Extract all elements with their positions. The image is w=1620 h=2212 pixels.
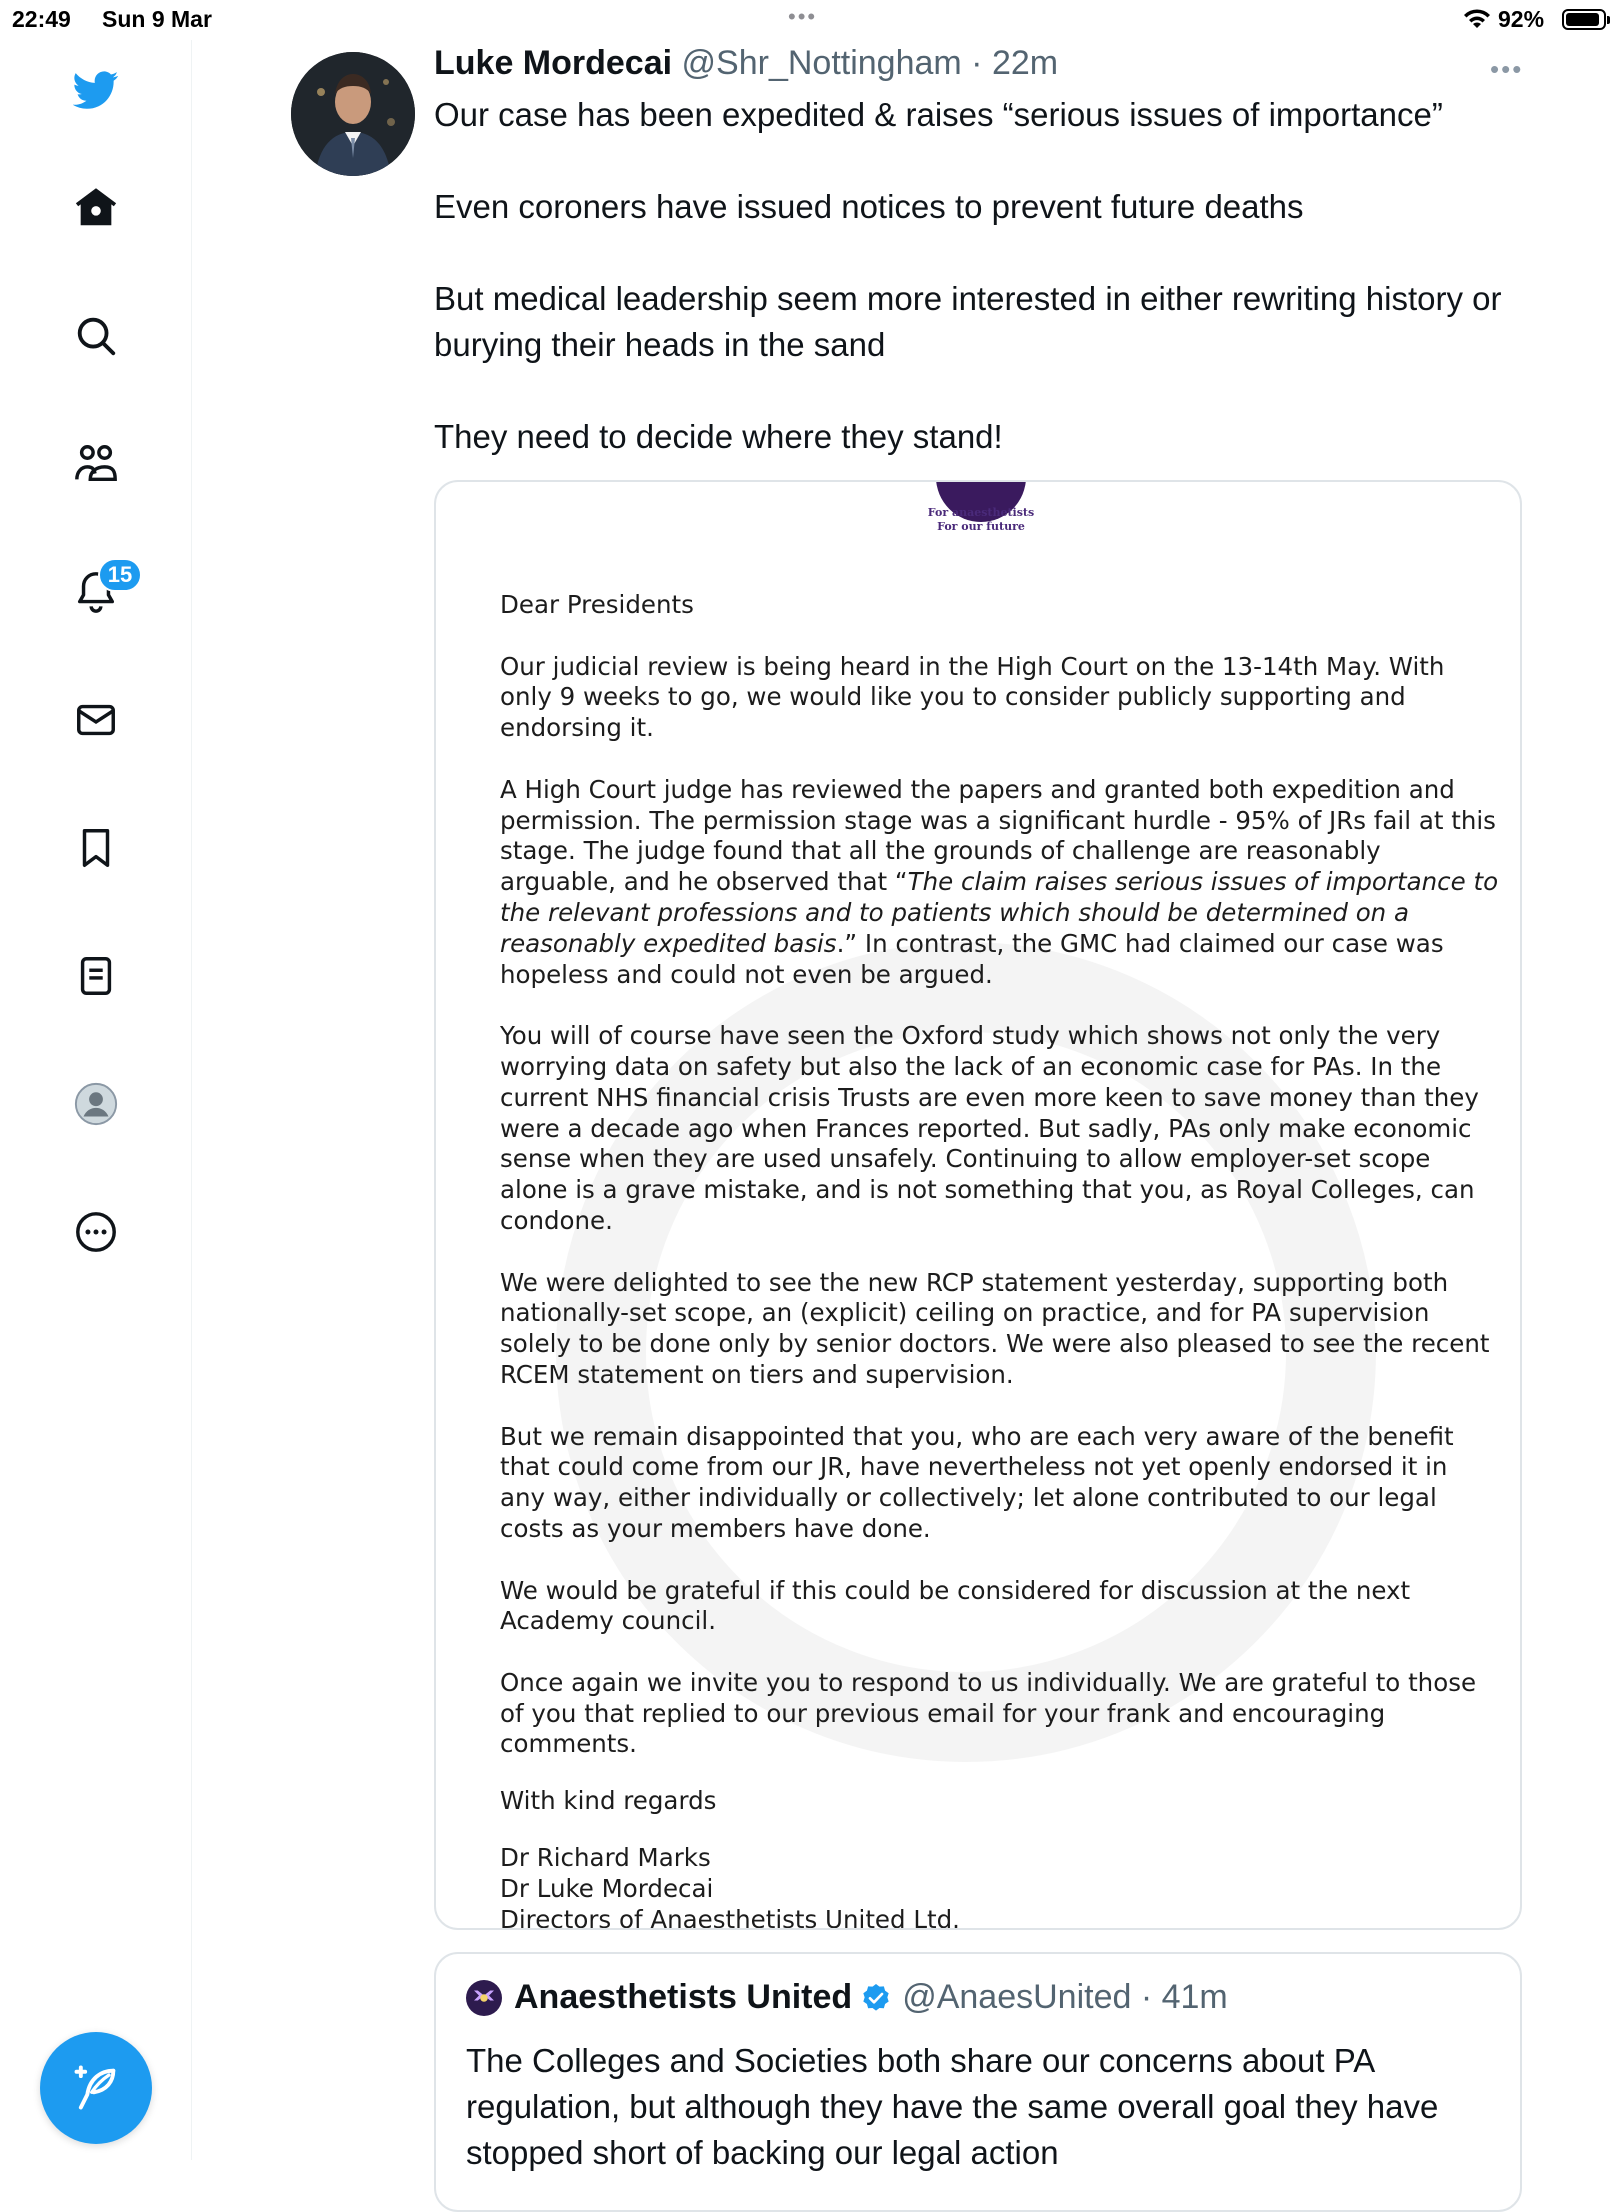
twitter-logo-icon[interactable]: [66, 60, 126, 120]
home-icon[interactable]: [66, 178, 126, 238]
author-handle[interactable]: @Shr_Nottingham: [681, 44, 962, 82]
header-separator: ·: [961, 44, 992, 82]
letter-signature: Dr Luke Mordecai: [500, 1873, 714, 1903]
search-icon[interactable]: [66, 306, 126, 366]
letter-paragraph: We were delighted to see the new RCP statement yesterday, supporting both nationally-set scope, an (explicit) ceiling on practice, and for PA supervision solely to be done only by senior doctors. We were also pleased to see the recent RCEM statement on tiers and supervision.: [500, 1267, 1490, 1389]
profile-avatar-icon[interactable]: [66, 1074, 126, 1134]
quoted-tweet-header: [466, 1978, 1228, 2017]
logo-tagline-line: For anaesthetists: [927, 506, 1035, 519]
letter-paragraph: You will of course have seen the Oxford study which shows not only the very worrying data on safety but also the lack of an economic case for PAs. In the current NHS financial crisis Trusts are even more keen to save money than they were a decade ago when Frances reported. But sadly, PAs only make economic sense when they are used unsafely. Continuing to allow employer-set scope alone is a grave mistake, and is not something that you, as Royal Colleges, can condone.: [500, 1021, 1479, 1235]
tweet-header: [434, 44, 1534, 83]
letter-salutation: Dear Presidents: [500, 590, 694, 619]
wifi-icon: [1462, 8, 1492, 30]
tweet-paragraph: They need to decide where they stand!: [434, 418, 1003, 455]
tweet-media-letter-image[interactable]: [434, 480, 1522, 1930]
quoted-tweet[interactable]: [434, 1952, 1522, 2212]
letter-body: [500, 590, 1500, 1930]
quoted-tweet-text: The Colleges and Societies both share our concerns about PA regulation, but although they have the same overall goal they have stopped short of backing our legal action: [466, 2042, 1439, 2171]
sidebar-nav: [0, 40, 192, 2160]
bookmark-icon[interactable]: [66, 818, 126, 878]
battery-fill: [1566, 13, 1599, 26]
battery-icon: [1562, 9, 1606, 30]
quoted-header-separator: ·: [1131, 1978, 1162, 2016]
letter-judge-quote: The claim raises serious issues of importance to the relevant professions and to patients which should be determined on a reasonably expedited basis: [500, 867, 1499, 958]
letter-paragraph: Once again we invite you to respond to us individually. We are grateful to those of you that replied to our previous email for your frank and encouraging comments.: [500, 1667, 1477, 1759]
status-date: Sun 9 Mar: [102, 6, 212, 32]
tweet-paragraph: But medical leadership seem more interested in either rewriting history or burying their heads in the sand: [434, 280, 1502, 363]
tweet-text: [434, 92, 1524, 460]
letter-signature: Dr Richard Marks: [500, 1843, 711, 1873]
status-time: 22:49: [12, 6, 71, 32]
notifications-badge: 15: [98, 558, 142, 592]
battery-percentage: 92%: [1498, 6, 1545, 32]
tweet-more-icon[interactable]: •••: [1490, 54, 1524, 84]
letter-paragraph: [500, 775, 1500, 991]
compose-tweet-button[interactable]: [40, 2032, 152, 2144]
more-options-icon[interactable]: [66, 1202, 126, 1262]
quoted-author-avatar[interactable]: [466, 1980, 502, 2016]
verified-badge-icon: [860, 1982, 892, 2014]
letter-paragraph: We would be grateful if this could be considered for discussion at the next Academy council.: [500, 1575, 1411, 1636]
logo-tagline-line: For our future: [937, 520, 1025, 533]
logo-tagline: [856, 506, 1106, 534]
author-avatar[interactable]: [291, 52, 415, 176]
tweet-paragraph: Even coroners have issued notices to prevent future deaths: [434, 188, 1304, 225]
letter-paragraph: Our judicial review is being heard in the High Court on the 13-14th May. With only 9 weeks to go, we would like you to consider publicly supporting and endorsing it.: [500, 651, 1445, 743]
letter-closing: With kind regards: [500, 1786, 717, 1816]
quoted-tweet-timestamp[interactable]: 41m: [1161, 1978, 1228, 2016]
quoted-author-name[interactable]: Anaesthetists United: [514, 1978, 853, 2016]
tweet-timestamp[interactable]: 22m: [991, 44, 1059, 82]
letter-text: A High Court judge has reviewed the papers and granted both expedition and permission. The permission stage was a significant hurdle - 95% of JRs fail at this stage. The judge found that all the grounds of challenge are reasonably arguable, and he observed that “: [500, 774, 1496, 897]
messages-icon[interactable]: [66, 690, 126, 750]
tweet-paragraph: Our case has been expedited & raises “serious issues of importance”: [434, 96, 1443, 133]
lists-icon[interactable]: [66, 946, 126, 1006]
letter-text: .” In contrast, the GMC had claimed our case was hopeless and could not even be argued.: [500, 928, 1444, 989]
quoted-author-handle[interactable]: @AnaesUnited: [902, 1978, 1132, 2016]
letter-paragraph: But we remain disappointed that you, who are each very aware of the benefit that could come from our JR, have nevertheless not yet openly endorsed it in any way, either individually or collectively; let alone contributed to our legal costs as your members have done.: [500, 1421, 1454, 1543]
author-display-name[interactable]: Luke Mordecai: [434, 44, 673, 82]
communities-icon[interactable]: [66, 434, 126, 494]
status-bar: [0, 0, 1620, 40]
feather-plus-icon: [70, 2062, 122, 2114]
multitask-dots-icon[interactable]: •••: [788, 4, 818, 29]
letter-signature: Directors of Anaesthetists United Ltd.: [500, 1904, 960, 1930]
